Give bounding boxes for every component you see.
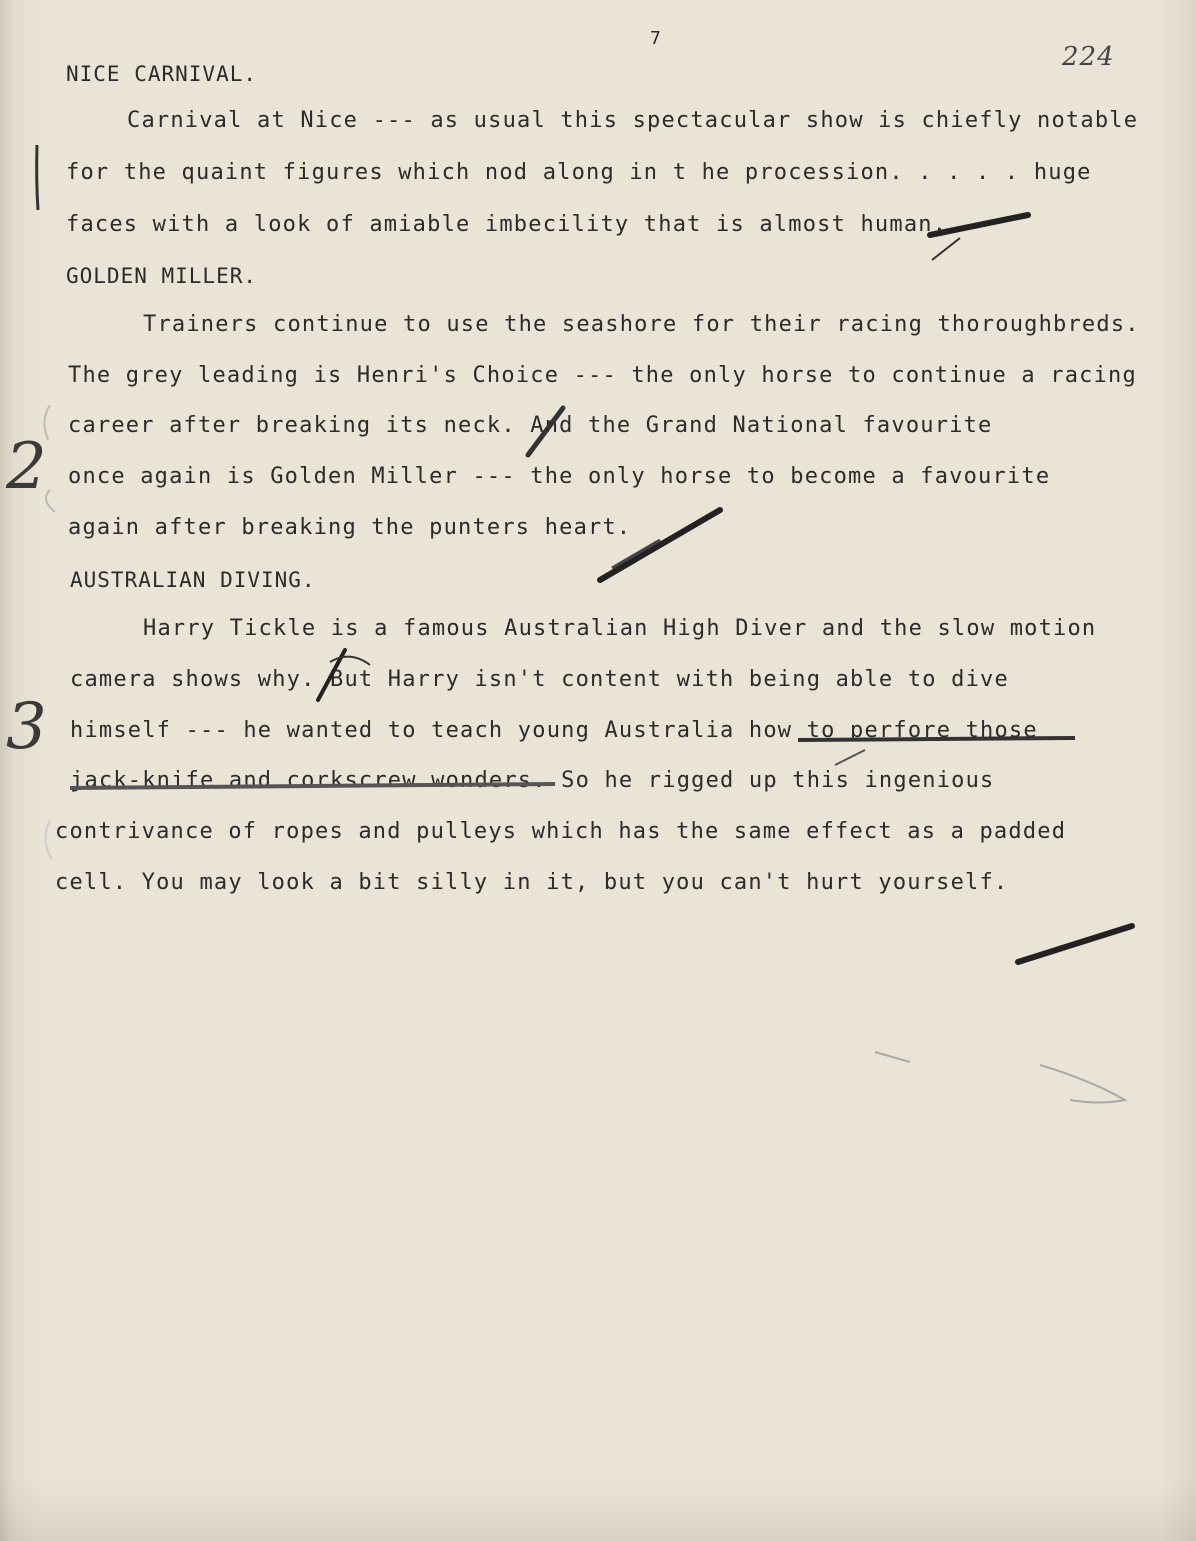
body-line: for the quaint figures which nod along in t he procession. . . . . huge: [66, 160, 1092, 185]
cut-mark-4b: [330, 657, 370, 665]
margin-note-2: 2: [6, 430, 47, 504]
heading-nice-carnival: NICE CARNIVAL.: [66, 62, 258, 86]
body-line: camera shows why. But Harry isn't content with being able to dive: [70, 667, 1009, 692]
margin-bracket-1: [37, 145, 38, 210]
body-line: Harry Tickle is a famous Australian High Diver and the slow motion: [143, 616, 1097, 641]
margin-bracket-3: [45, 820, 52, 860]
body-line: cell. You may look a bit silly in it, but you can't hurt yourself.: [55, 870, 1009, 895]
margin-bracket-2b: [46, 490, 55, 512]
end-mark: [1018, 926, 1132, 962]
body-line: again after breaking the punters heart.: [68, 515, 632, 540]
body-line: jack-knife and corkscrew wonders. So he rigged up this ingenious: [70, 768, 995, 793]
heading-golden-miller: GOLDEN MILLER.: [66, 264, 258, 288]
body-line: Trainers continue to use the seashore for their racing thoroughbreds.: [143, 312, 1140, 337]
body-line: himself --- he wanted to teach young Australia how to perfore those: [70, 718, 1038, 743]
smudge-2: [1040, 1065, 1125, 1103]
page-number: 224: [1062, 42, 1115, 72]
cut-mark-3b: [612, 540, 660, 568]
body-line: faces with a look of amiable imbecility that is almost human.: [66, 212, 948, 237]
body-line: Carnival at Nice --- as usual this spectacular show is chiefly notable: [127, 108, 1139, 133]
caret-mark: [835, 750, 865, 765]
cut-mark-1b: [932, 238, 960, 260]
body-line: once again is Golden Miller --- the only horse to become a favourite: [68, 464, 1051, 489]
margin-note-3: 3: [6, 690, 47, 764]
heading-australian-diving: AUSTRALIAN DIVING.: [70, 568, 316, 592]
body-line: career after breaking its neck. And the Grand National favourite: [68, 413, 993, 438]
body-line: The grey leading is Henri's Choice --- the only horse to continue a racing: [68, 363, 1137, 388]
top-mark: 7: [650, 28, 663, 49]
body-line: contrivance of ropes and pulleys which has the same effect as a padded: [55, 819, 1067, 844]
smudge-1: [875, 1052, 910, 1062]
